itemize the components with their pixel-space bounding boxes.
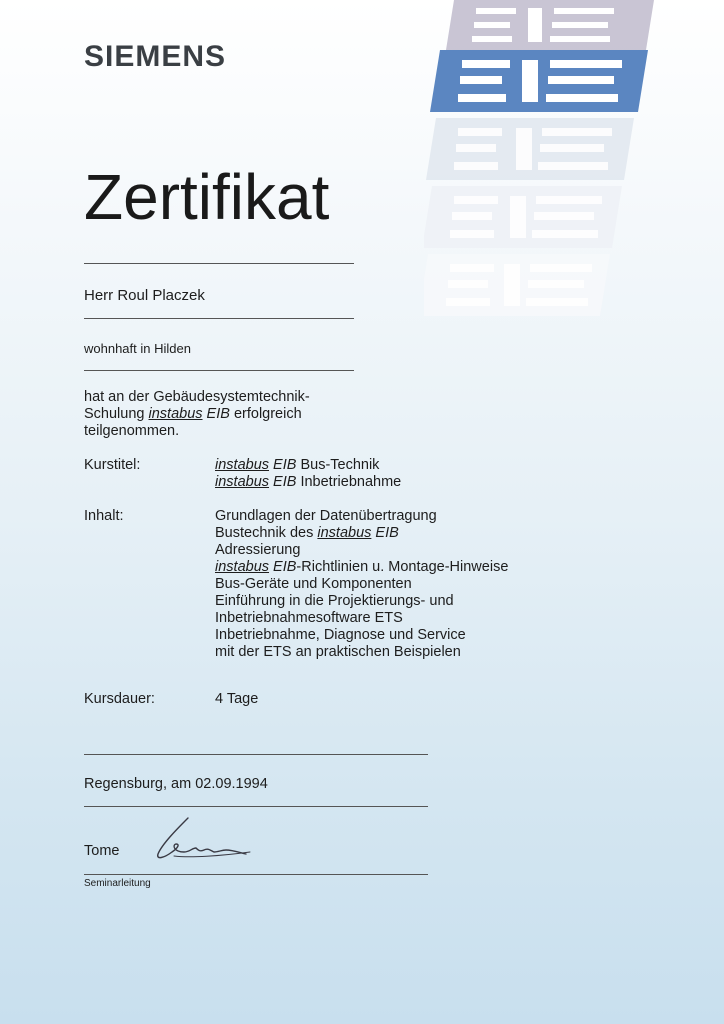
divider xyxy=(84,874,428,875)
signature xyxy=(150,814,260,866)
divider xyxy=(84,318,354,319)
divider xyxy=(84,754,428,755)
kurstitel-values: instabus EIB Bus-Technik instabus EIB Inbetriebnahme xyxy=(215,457,402,490)
inhalt-label: Inhalt: xyxy=(84,508,124,524)
completion-statement: hat an der Gebäudesystemtechnik- Schulung instabus EIB erfolgreich teilgenommen. xyxy=(84,389,310,439)
signer-role: Seminarleitung xyxy=(84,878,151,889)
kurstitel-label: Kurstitel: xyxy=(84,457,141,473)
residence: wohnhaft in Hilden xyxy=(84,341,191,356)
certificate-title: Zertifikat xyxy=(84,161,330,233)
place-date: Regensburg, am 02.09.1994 xyxy=(84,776,268,792)
signer-name: Tome xyxy=(84,843,120,859)
eib-logo-graphic xyxy=(424,0,664,320)
divider xyxy=(84,370,354,371)
kursdauer-value: 4 Tage xyxy=(215,691,259,707)
recipient-name: Herr Roul Placzek xyxy=(84,287,205,304)
divider xyxy=(84,263,354,264)
inhalt-list: Grundlagen der Datenübertragung Bustechnik des instabus EIB Adressierung instabus EIB-Richtlinien u. Montage-Hinweise Bus-Geräte und Komponenten Einführung in die Projektierungs- und Inbetriebnahmesoftware ETS Inbetriebnahme, Diagnose und Service mit der ETS an praktischen Beispielen xyxy=(215,508,509,660)
siemens-logo: SIEMENS xyxy=(84,40,227,73)
kursdauer-label: Kursdauer: xyxy=(84,691,155,707)
divider xyxy=(84,806,428,807)
